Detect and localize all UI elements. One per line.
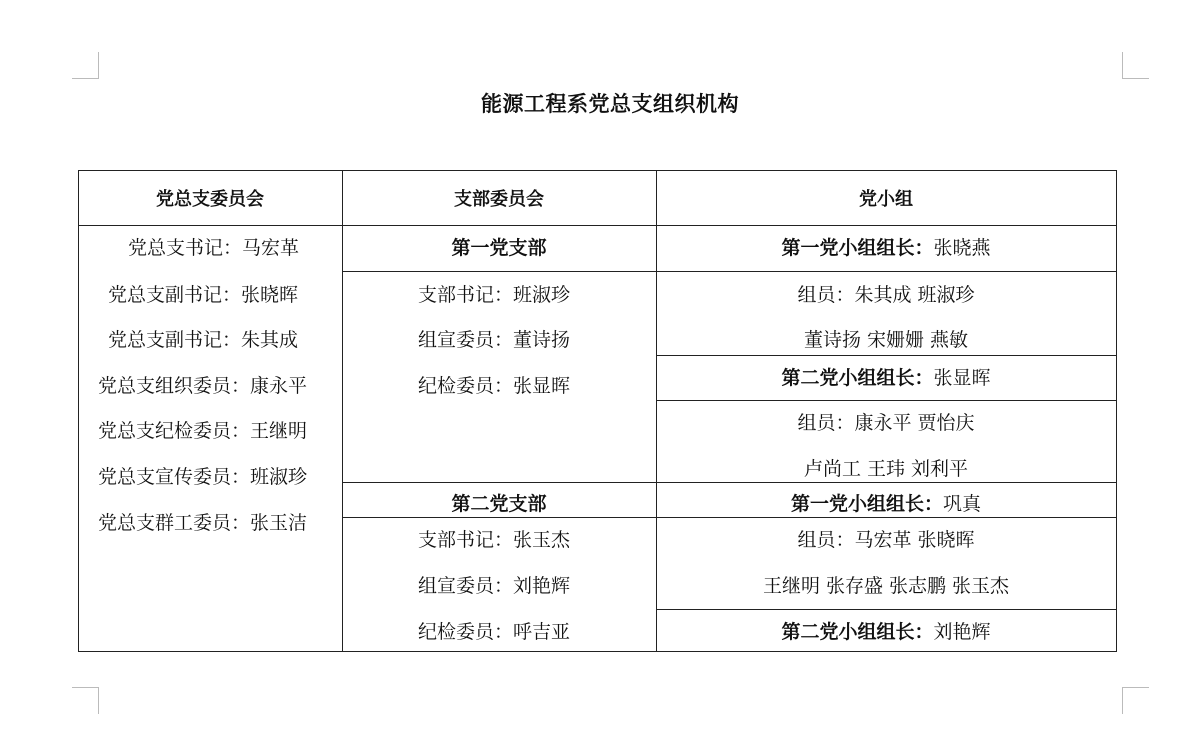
header-groups: 党小组	[859, 189, 913, 210]
row-divider	[656, 271, 1117, 272]
branch-name: 第二党支部	[451, 493, 547, 515]
row-divider	[656, 609, 1117, 610]
committee-member: 党总支组织委员：康永平	[98, 375, 308, 397]
group-members-line: 组员：马宏革 张晓晖	[797, 529, 975, 551]
branch-member: 纪检委员：呼吉亚	[418, 621, 571, 643]
branch-member: 支部书记：班淑珍	[418, 284, 571, 306]
row-divider	[342, 271, 657, 272]
branch-member: 组宣委员：刘艳辉	[418, 575, 571, 597]
group-leader-name: 张晓燕	[933, 237, 991, 259]
group-members-line: 王继明 张存盛 张志鹏 张玉杰	[762, 575, 1010, 597]
table-border-bottom	[78, 651, 1117, 652]
group-members-line: 组员：朱其成 班淑珍	[797, 284, 975, 306]
row-divider	[656, 355, 1117, 356]
committee-member: 党总支书记：马宏革	[128, 237, 300, 259]
group-leader-label: 第二党小组组长：	[781, 621, 934, 643]
group-leader	[656, 620, 1116, 644]
group-leader-name: 刘艳辉	[933, 621, 991, 643]
page-corner-mark	[72, 687, 99, 714]
branch-name: 第一党支部	[451, 237, 547, 259]
row-divider	[342, 482, 657, 483]
header-branch-committee: 支部委员会	[454, 189, 544, 210]
committee-member: 党总支副书记：张晓晖	[108, 284, 299, 306]
group-leader	[656, 492, 1116, 516]
row-divider	[656, 400, 1117, 401]
table-border-right	[1116, 170, 1117, 652]
group-leader	[656, 236, 1116, 260]
committee-member: 党总支副书记：朱其成	[108, 329, 299, 351]
page-corner-mark	[72, 52, 99, 79]
group-leader-label: 第二党小组组长：	[781, 367, 934, 389]
group-leader	[656, 366, 1116, 390]
group-members-line: 董诗扬 宋姗姗 燕敏	[803, 329, 969, 351]
group-members-line: 组员：康永平 贾怡庆	[797, 412, 975, 434]
group-leader-name: 张显晖	[933, 367, 991, 389]
row-divider	[656, 517, 1117, 518]
branch-member: 支部书记：张玉杰	[418, 529, 571, 551]
header-divider	[78, 225, 1117, 226]
committee-member: 党总支纪检委员：王继明	[98, 420, 308, 442]
group-leader-label: 第一党小组组长：	[781, 237, 934, 259]
header-committee: 党总支委员会	[156, 189, 264, 210]
group-members-line: 卢尚工 王玮 刘利平	[803, 458, 969, 480]
document-title: 能源工程系党总支组织机构	[481, 92, 739, 116]
committee-member: 党总支群工委员：张玉洁	[98, 512, 308, 534]
row-divider	[656, 482, 1117, 483]
row-divider	[342, 517, 657, 518]
group-leader-name: 巩真	[943, 493, 982, 515]
committee-member: 党总支宣传委员：班淑珍	[98, 466, 308, 488]
branch-member: 组宣委员：董诗扬	[418, 329, 571, 351]
branch-member: 纪检委员：张显晖	[418, 375, 571, 397]
group-leader-label: 第一党小组组长：	[790, 493, 943, 515]
page-corner-mark	[1122, 52, 1149, 79]
page-corner-mark	[1122, 687, 1149, 714]
table-border-left	[78, 170, 79, 652]
